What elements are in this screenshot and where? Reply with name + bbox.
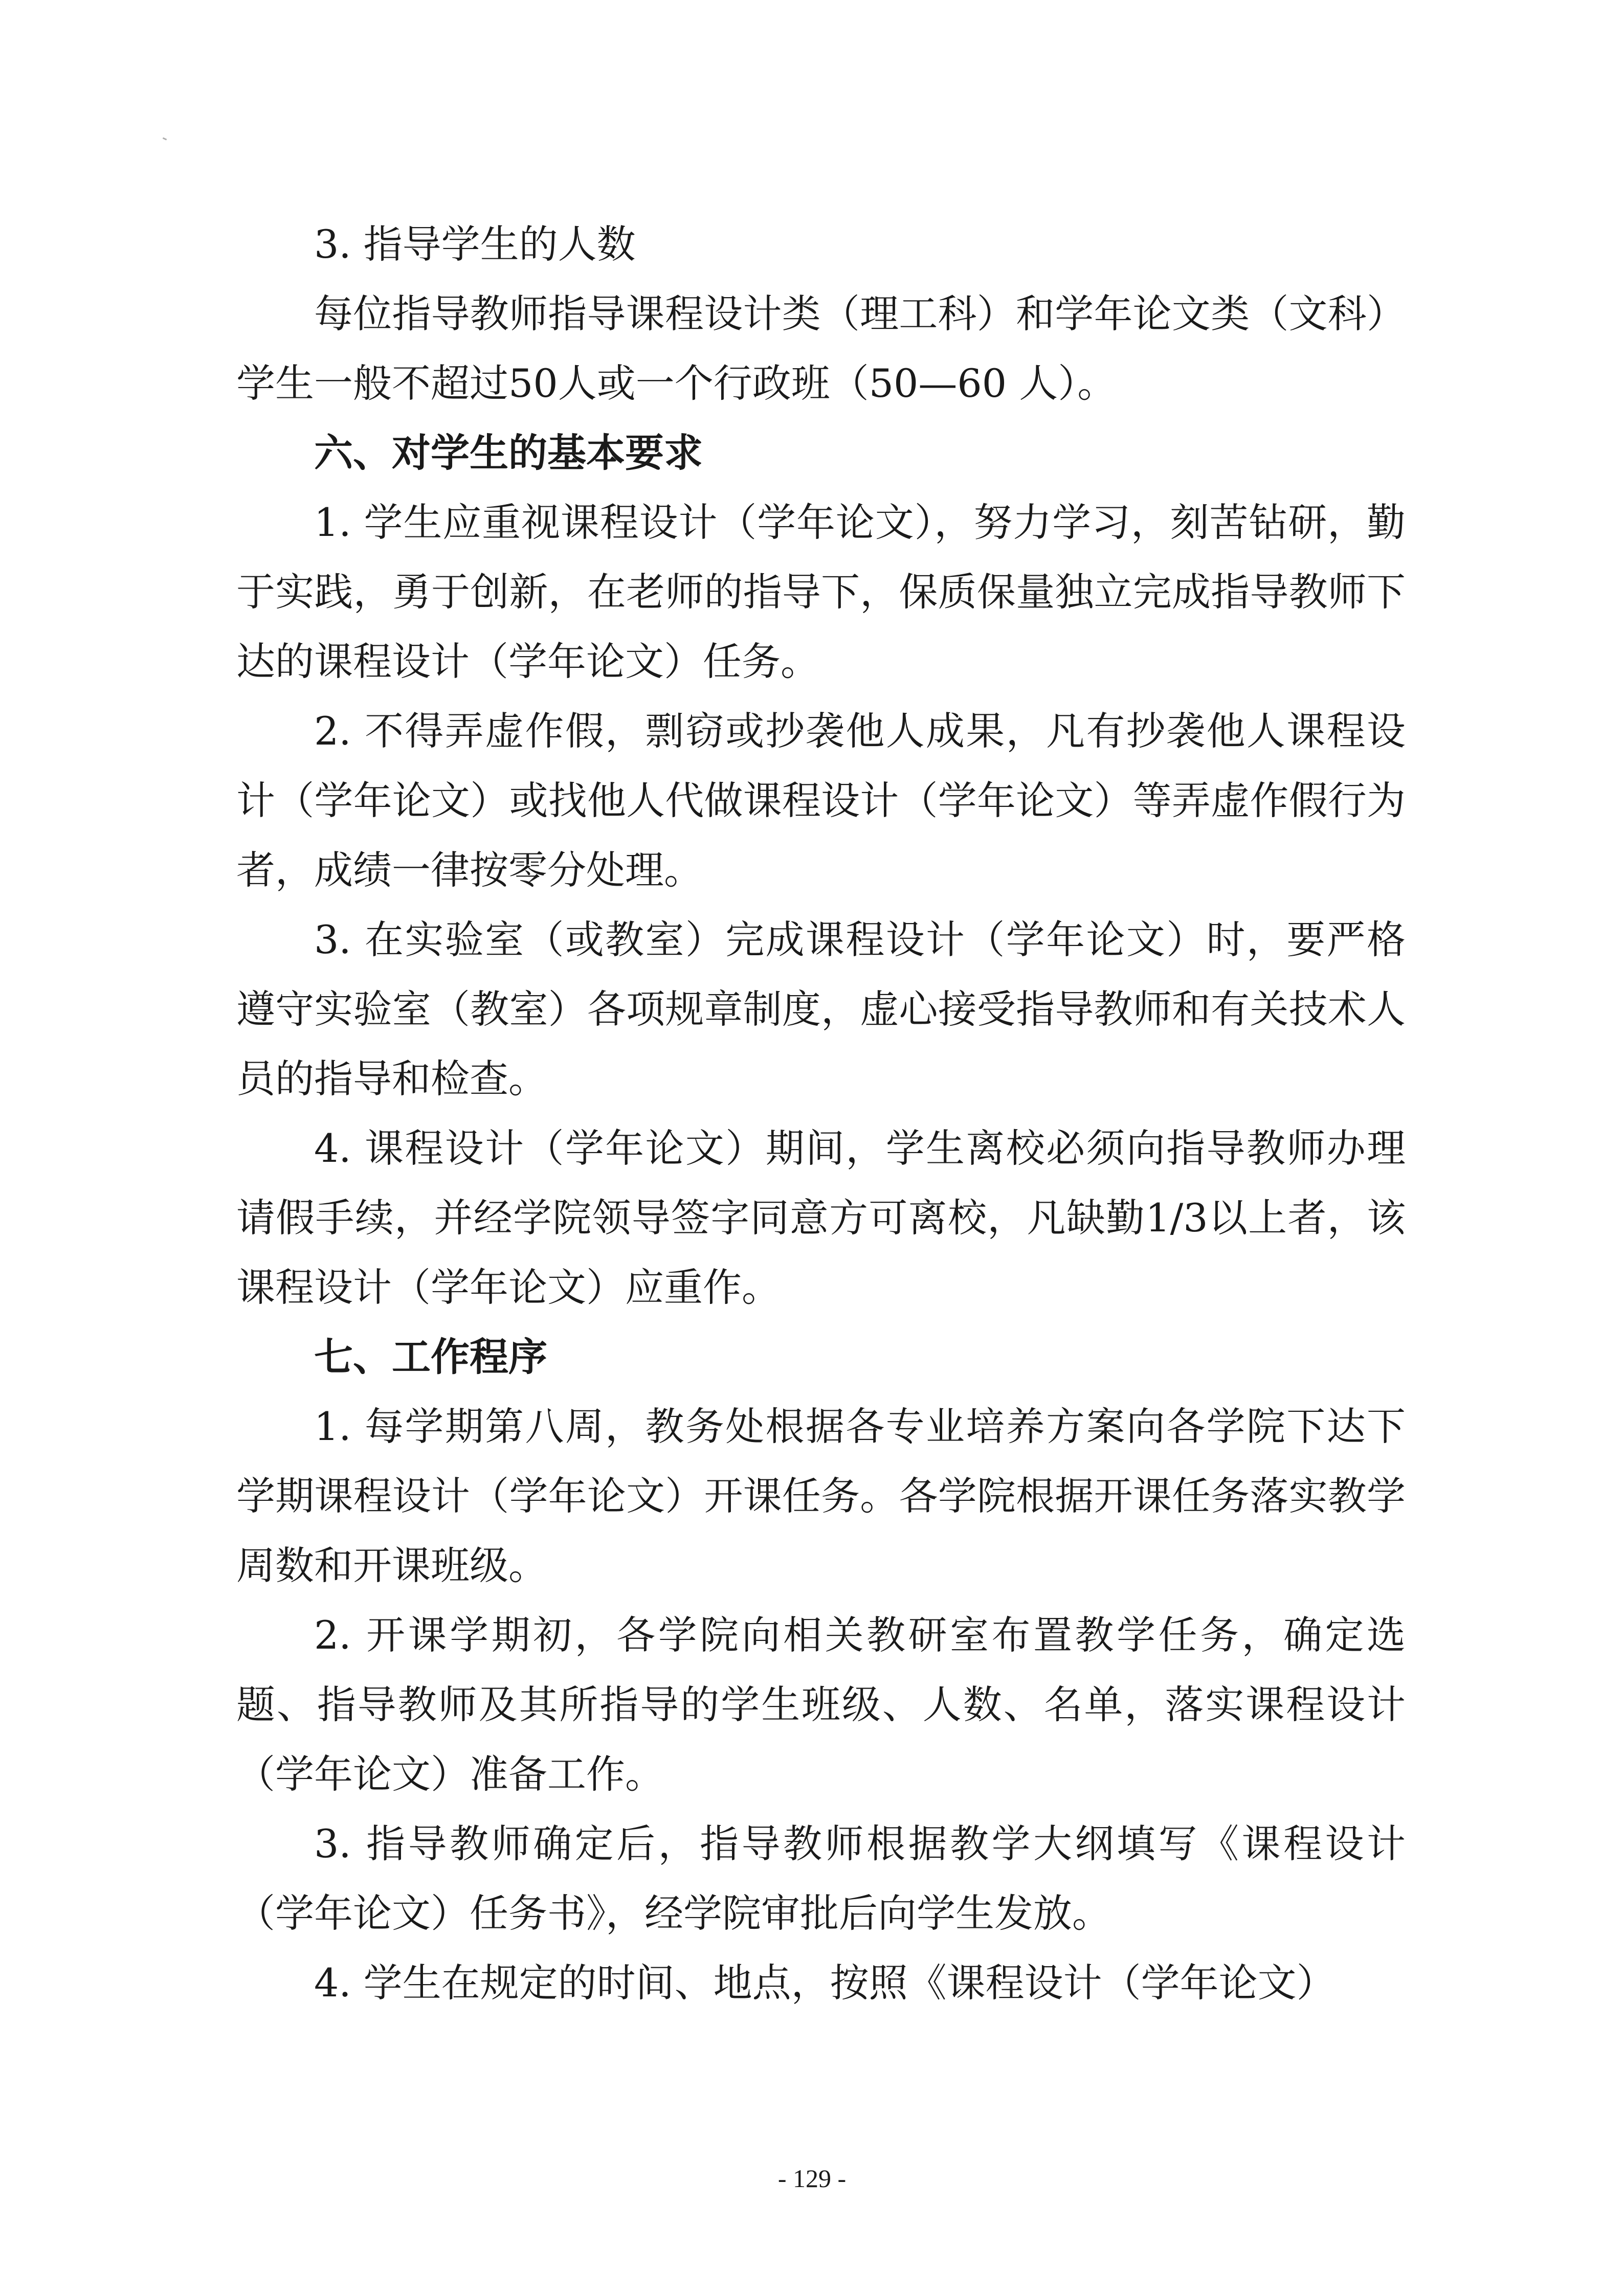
section-heading: 七、工作程序 bbox=[314, 1334, 547, 1380]
section-heading: 六、对学生的基本要求 bbox=[314, 430, 703, 476]
document-body bbox=[236, 210, 1406, 2018]
paragraph-item: 2. 不得弄虚作假，剽窃或抄袭他人成果，凡有抄袭他人课程设计（学年论文）或找他人代做课程设计（学年论文）等弄虚作假行为者，成绩一律按零分处理。 bbox=[236, 708, 1406, 893]
paragraph-item: 3. 指导教师确定后，指导教师根据教学大纲填写《课程设计（学年论文）任务书》，经学院审批后向学生发放。 bbox=[236, 1821, 1406, 1936]
paragraph-item: 1. 学生应重视课程设计（学年论文），努力学习，刻苦钻研，勤于实践，勇于创新，在老师的指导下，保质保量独立完成指导教师下达的课程设计（学年论文）任务。 bbox=[236, 500, 1406, 684]
scan-speck bbox=[163, 137, 167, 140]
paragraph-item: 1. 每学期第八周，教务处根据各专业培养方案向各学院下达下学期课程设计（学年论文）开课任务。各学院根据开课任务落实教学周数和开课班级。 bbox=[236, 1404, 1406, 1588]
paragraph-item: 3. 在实验室（或教室）完成课程设计（学年论文）时，要严格遵守实验室（教室）各项规章制度，虚心接受指导教师和有关技术人员的指导和检查。 bbox=[236, 917, 1406, 1101]
paragraph-item: 4. 学生在规定的时间、地点，按照《课程设计（学年论文） bbox=[314, 1960, 1336, 2006]
paragraph-item: 2. 开课学期初，各学院向相关教研室布置教学任务，确定选题、指导教师及其所指导的学生班级、人数、名单，落实课程设计（学年论文）准备工作。 bbox=[236, 1612, 1406, 1797]
paragraph-item: 每位指导教师指导课程设计类（理工科）和学年论文类（文科）学生一般不超过50人或一个行政班（50—60 人）。 bbox=[236, 291, 1406, 406]
paragraph-item: 4. 课程设计（学年论文）期间，学生离校必须向指导教师办理请假手续，并经学院领导签字同意方可离校，凡缺勤1/3以上者，该课程设计（学年论文）应重作。 bbox=[236, 1126, 1406, 1310]
paragraph-item: 3. 指导学生的人数 bbox=[314, 221, 636, 267]
page-number: - 129 - bbox=[777, 2164, 847, 2193]
